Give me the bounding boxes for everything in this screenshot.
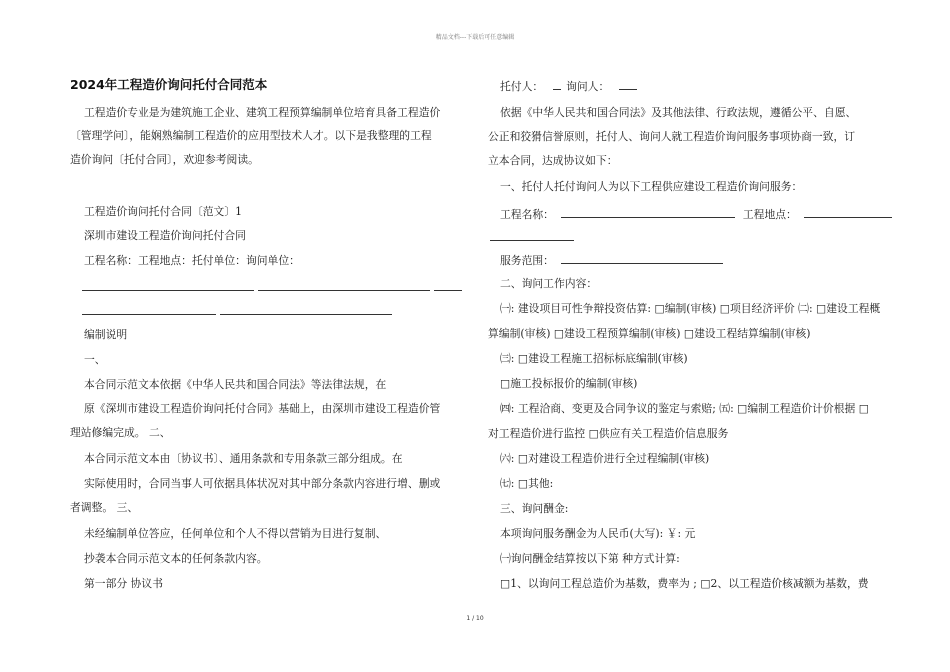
fee-line: □1、以询问工程总造价为基数，费率为 ; □2、以工程造价核减额为基数，费: [500, 577, 869, 590]
page-number: 1 / 10: [466, 615, 484, 622]
paragraph-line: 本合同示范文本由〔协议书〕、通用条款和专用条款三部分组成。在: [84, 452, 403, 465]
party-line: 托付人： 询问人：: [500, 78, 637, 94]
paragraph-line: 立本合同，达成协议如下：: [488, 154, 618, 167]
blank-field: [804, 206, 892, 218]
paragraph-line: 依据《中华人民共和国合同法》及其他法律、行政法规，遵循公平、自愿、: [500, 106, 857, 119]
field-labels: 工程名称：工程地点：托付单位：询问单位：: [84, 254, 300, 267]
paragraph-line: 未经编制单位答应，任何单位和个人不得以营销为目进行复制、: [84, 527, 387, 540]
clause-item: 对工程造价进行监控 □供应有关工程造价信息服务: [488, 427, 729, 440]
clause-item: 算编制(审核) □建设工程预算编制(审核) □建设工程结算编制(审核): [488, 327, 811, 340]
paragraph-line: 理站修编完成。 二、: [70, 426, 171, 439]
blank-field: [619, 78, 637, 90]
blank-line: [258, 290, 430, 291]
project-field-line: 工程名称： 工程地点：: [500, 206, 892, 222]
clause-item: ㈠: 建设项目可性争辩投资估算: □编制(审核) □项目经济评价 ㈡: □建设工程概: [500, 302, 881, 315]
blank-line: [434, 290, 462, 291]
clause-heading: 三、询问酬金:: [500, 502, 569, 515]
clause-item: □施工投标报价的编制(审核): [500, 377, 638, 390]
paragraph-line: 者调整。 三、: [70, 501, 139, 514]
scope-field-line: 服务范围：: [500, 252, 723, 268]
clause-item: ㈦: □其他:: [500, 477, 554, 490]
blank-field: [561, 252, 723, 264]
section-heading: 编制说明: [84, 328, 128, 341]
intro-line-2: 〔管理学问〕，能娴熟编制工程造价的应用型技术人才。以下是我整理的工程: [70, 129, 432, 142]
intro-line-1: 工程造价专业是为建筑施工企业、建筑工程预算编制单位培育具备工程造价: [84, 106, 441, 119]
clause-item: ㈣: 工程洽商、变更及合同争议的鉴定与索赔; ㈤: □编制工程造价计价根据 □: [500, 402, 869, 415]
clause-heading: 二、询问工作内容：: [500, 277, 598, 290]
blank-line: [82, 290, 254, 291]
blank-field: [561, 206, 735, 218]
clause-heading: 一、托付人托付询问人为以下工程供应建设工程造价询问服务：: [500, 180, 803, 193]
blank-line: [490, 240, 574, 241]
blank-line: [220, 314, 392, 315]
paragraph-line: 本合同示范文本依据《中华人民共和国合同法》等法律法规，在: [84, 378, 387, 391]
contract-name: 深圳市建设工程造价询问托付合同: [84, 229, 246, 242]
paragraph-line: 抄袭本合同示范文本的任何条款内容。: [84, 552, 268, 565]
page-header: 精品文档---下载后可任意编辑: [435, 34, 515, 41]
fee-line: ㈠询问酬金结算按以下第 种方式计算:: [500, 552, 680, 565]
sample-title: 工程造价询问托付合同〔范文〕1: [84, 205, 243, 218]
blank-field: [553, 78, 561, 90]
document-title: 2024年工程造价询问托付合同范本: [70, 77, 268, 92]
section-number: 一、: [84, 353, 106, 366]
part-heading: 第一部分 协议书: [84, 577, 164, 590]
paragraph-line: 公正和狡猾信誉原则，托付人、询问人就工程造价询问服务事项协商一致，订: [488, 130, 856, 143]
intro-line-3: 造价询问〔托付合同〕，欢迎参考阅读。: [70, 153, 259, 166]
fee-line: 本项询问服务酬金为人民币(大写): ￥: 元: [500, 527, 696, 540]
blank-line: [82, 314, 216, 315]
clause-item: ㈢: □建设工程施工招标标底编制(审核): [500, 352, 688, 365]
paragraph-line: 实际使用时，合同当事人可依据具体状况对其中部分条款内容进行增、删或: [84, 477, 441, 490]
paragraph-line: 原《深圳市建设工程造价询问托付合同》基础上，由深圳市建设工程造价管: [84, 402, 441, 415]
clause-item: ㈥: □对建设工程造价进行全过程编制(审核): [500, 452, 710, 465]
